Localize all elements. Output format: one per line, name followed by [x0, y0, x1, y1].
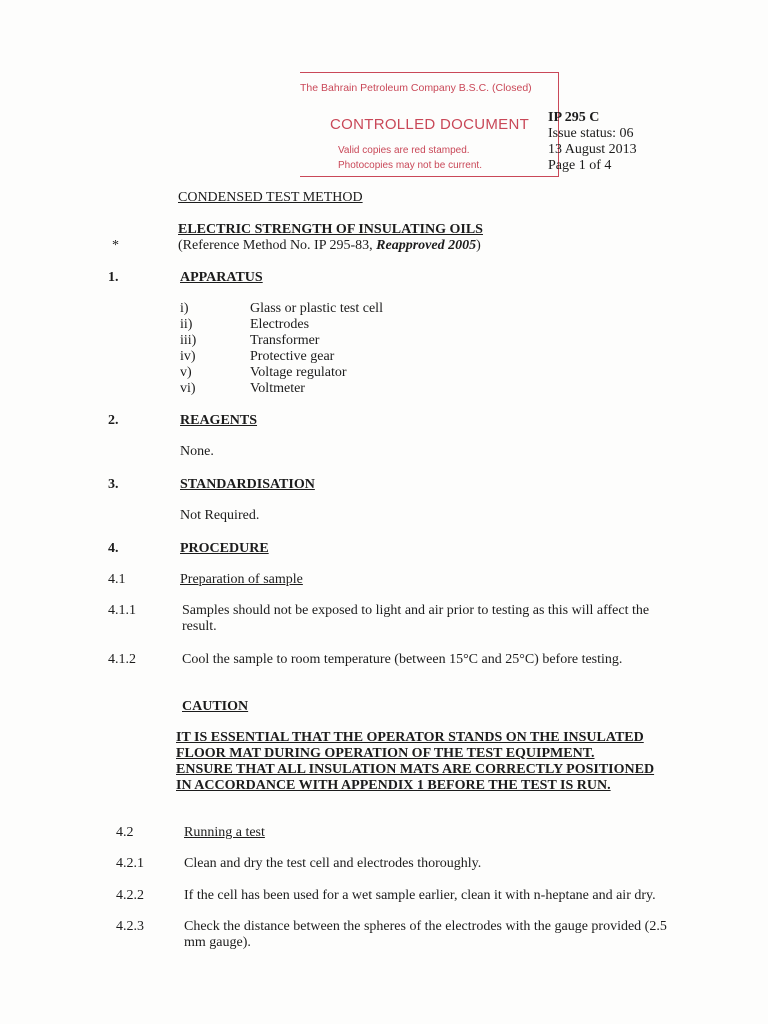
stamp-border — [300, 176, 558, 177]
issue-date: 13 August 2013 — [548, 142, 637, 157]
page-number: Page 1 of 4 — [548, 158, 612, 173]
list-item-number: iv) — [180, 349, 196, 364]
step-text: mm gauge). — [184, 935, 251, 950]
stamp-company: The Bahrain Petroleum Company B.S.C. (Closed) — [300, 82, 532, 94]
step-number: 4.1.1 — [108, 603, 136, 618]
standardisation-text: Not Required. — [180, 508, 260, 523]
controlled-document-stamp — [300, 72, 559, 177]
caution-line: ENSURE THAT ALL INSULATION MATS ARE CORRECTLY POSITIONED — [176, 762, 655, 777]
section-heading-procedure: PROCEDURE — [180, 541, 269, 556]
list-item: Protective gear — [250, 349, 335, 364]
list-item: Voltmeter — [250, 381, 305, 396]
step-number: 4.2.2 — [116, 888, 144, 903]
issue-status: Issue status: 06 — [548, 126, 634, 141]
step-number: 4.1.2 — [108, 652, 136, 667]
list-item-number: vi) — [180, 381, 196, 396]
stamp-title: CONTROLLED DOCUMENT — [330, 116, 530, 133]
caution-line: FLOOR MAT DURING OPERATION OF THE TEST EQUIPMENT. — [176, 746, 595, 761]
list-item: Transformer — [250, 333, 320, 348]
section-heading-standardisation: STANDARDISATION — [180, 477, 315, 492]
stamp-note-1: Valid copies are red stamped. — [338, 145, 470, 156]
method-type: CONDENSED TEST METHOD — [178, 190, 363, 205]
list-item: Electrodes — [250, 317, 310, 332]
subsection-number: 4.2 — [116, 825, 134, 840]
step-text: Check the distance between the spheres of the electrodes with the gauge provided (2.5 — [184, 919, 667, 934]
reference-marker: * — [112, 238, 119, 253]
subsection-heading-running: Running a test — [184, 825, 265, 840]
reference-suffix: ) — [476, 238, 481, 253]
subsection-heading-preparation: Preparation of sample — [180, 572, 303, 587]
step-text: result. — [182, 619, 217, 634]
section-heading-apparatus: APPARATUS — [180, 270, 263, 285]
list-item-number: v) — [180, 365, 192, 380]
reagents-text: None. — [180, 444, 214, 459]
step-text: Samples should not be exposed to light and air prior to testing as this will affect the — [182, 603, 650, 618]
list-item-number: iii) — [180, 333, 197, 348]
document-title: ELECTRIC STRENGTH OF INSULATING OILS — [178, 222, 483, 237]
subsection-number: 4.1 — [108, 572, 126, 587]
list-item: Voltage regulator — [250, 365, 347, 380]
stamp-note-2: Photocopies may not be current. — [338, 160, 482, 171]
reference-line — [178, 238, 481, 254]
caution-line: IT IS ESSENTIAL THAT THE OPERATOR STANDS ON THE INSULATED — [176, 730, 644, 745]
list-item-number: ii) — [180, 317, 193, 332]
section-number: 4. — [108, 541, 119, 556]
step-text: Cool the sample to room temperature (between 15°C and 25°C) before testing. — [182, 652, 623, 667]
step-number: 4.2.1 — [116, 856, 144, 871]
section-number: 3. — [108, 477, 119, 492]
section-number: 2. — [108, 413, 119, 428]
step-text: Clean and dry the test cell and electrodes thoroughly. — [184, 856, 482, 871]
reference-emphasis: Reapproved 2005 — [376, 238, 477, 253]
list-item: Glass or plastic test cell — [250, 301, 383, 316]
document-number: IP 295 C — [548, 110, 600, 125]
caution-heading: CAUTION — [182, 699, 249, 714]
section-heading-reagents: REAGENTS — [180, 413, 258, 428]
step-text: If the cell has been used for a wet sample earlier, clean it with n-heptane and air dry. — [184, 888, 656, 903]
section-number: 1. — [108, 270, 119, 285]
list-item-number: i) — [180, 301, 189, 316]
step-number: 4.2.3 — [116, 919, 144, 934]
caution-line: IN ACCORDANCE WITH APPENDIX 1 BEFORE THE TEST IS RUN. — [176, 778, 611, 793]
reference-prefix: (Reference Method No. IP 295-83, — [178, 238, 377, 253]
